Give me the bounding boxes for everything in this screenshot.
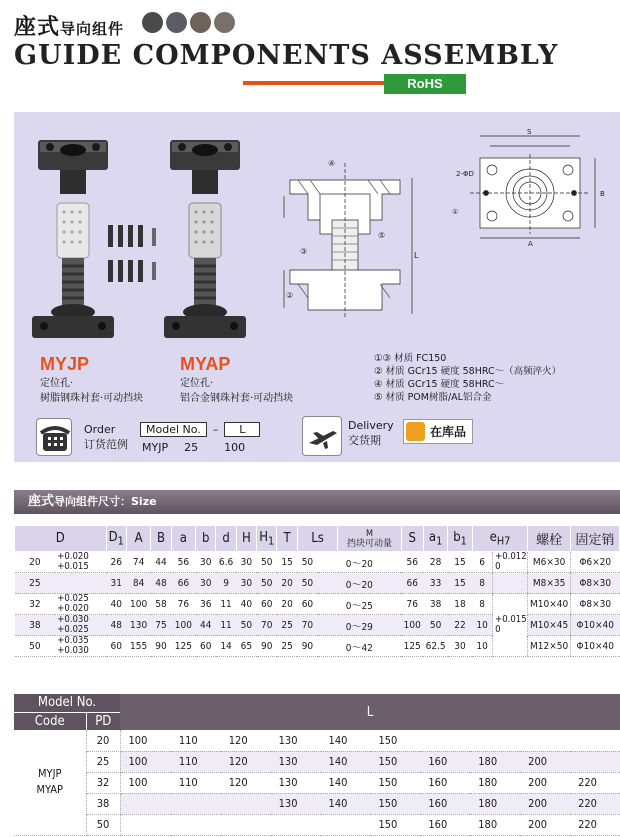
spec-cell: 50	[15, 636, 56, 657]
length-row	[14, 751, 620, 772]
length-cell	[570, 730, 620, 751]
accent-line	[243, 81, 384, 85]
length-cell: 120	[221, 751, 271, 772]
spec-cell: 28	[423, 552, 447, 573]
spec-cell: 44	[151, 552, 171, 573]
order-example-l: 100	[224, 441, 246, 454]
length-cell: 120	[221, 772, 271, 793]
length-cell: 180	[470, 793, 520, 814]
h-code: Code	[14, 712, 86, 730]
length-row	[14, 793, 620, 814]
col-b1: $b_1$	[448, 526, 472, 552]
length-cell: 150	[370, 730, 420, 751]
title-en: GUIDE COMPONENTS ASSEMBLY	[14, 40, 559, 71]
spec-cell: 76	[401, 594, 423, 615]
col-pin: 固定销	[571, 526, 620, 552]
spec-row	[15, 615, 620, 636]
length-cell: 200	[520, 751, 570, 772]
spec-cell: 40	[106, 594, 126, 615]
spec-cell: +0.020 +0.015	[55, 552, 106, 573]
spec-cell: M8×35	[528, 573, 571, 594]
col-bolt: 螺栓	[528, 526, 571, 552]
svg-text:②: ②	[286, 291, 294, 300]
spec-cell: 9	[216, 573, 236, 594]
length-cell: 160	[420, 793, 470, 814]
col-d: d	[216, 526, 236, 552]
spec-cell: 90	[297, 636, 317, 657]
spec-cell: 60	[196, 636, 216, 657]
length-cell	[470, 730, 520, 751]
color-dot	[166, 12, 187, 33]
length-cell: 150	[370, 751, 420, 772]
color-dot	[190, 12, 211, 33]
spec-cell: 70	[297, 615, 317, 636]
spec-cell: +0.035 +0.030	[55, 636, 106, 657]
spec-cell: 33	[423, 573, 447, 594]
spec-cell: 36	[196, 594, 216, 615]
spec-row	[15, 636, 620, 657]
spec-cell: Φ8×30	[571, 594, 620, 615]
spec-cell: 10	[472, 615, 492, 636]
length-cell	[120, 814, 171, 835]
spec-cell: Φ8×30	[571, 573, 620, 594]
length-cell: 200	[520, 772, 570, 793]
spec-cell: 14	[216, 636, 236, 657]
col-D: D	[15, 526, 107, 552]
length-cell: 130	[271, 730, 321, 751]
spec-cell: 25	[277, 615, 297, 636]
length-cell	[420, 730, 470, 751]
length-cell: 150	[370, 814, 420, 835]
col-b: b	[196, 526, 216, 552]
spec-cell: +0.015 0	[493, 594, 528, 657]
material-item: ①③ 材质 FC150	[374, 353, 447, 364]
col-a: a	[171, 526, 195, 552]
svg-text:①: ①	[452, 208, 459, 216]
spec-cell: 56	[401, 552, 423, 573]
spec-cell: 58	[151, 594, 171, 615]
length-cell: 130	[271, 793, 321, 814]
order-example	[140, 422, 260, 454]
order-example-model: MYJP	[142, 441, 169, 454]
spec-cell: M10×45	[528, 615, 571, 636]
spec-cell: 100	[126, 594, 150, 615]
length-cell: 220	[570, 814, 620, 835]
length-row	[14, 814, 620, 835]
airplane-icon	[302, 416, 342, 456]
length-cell: 110	[171, 730, 221, 751]
length-cell	[570, 751, 620, 772]
col-T: T	[277, 526, 297, 552]
spec-cell: 32	[15, 594, 56, 615]
spec-cell	[493, 573, 528, 594]
spec-row	[15, 573, 620, 594]
rohs-badge: RoHS	[384, 74, 466, 94]
spec-cell: 0～29	[318, 615, 401, 636]
spec-cell: 60	[106, 636, 126, 657]
spec-cell: 125	[171, 636, 195, 657]
svg-text:④: ④	[328, 159, 336, 168]
spec-cell: 18	[448, 594, 472, 615]
spec-cell: 50	[257, 552, 277, 573]
length-cell: 110	[171, 751, 221, 772]
length-cell	[271, 814, 321, 835]
col-eH7: $e_{H7}$	[472, 526, 528, 552]
col-B: B	[151, 526, 171, 552]
length-cell: 140	[321, 730, 371, 751]
length-row	[14, 772, 620, 793]
technical-drawing-top	[450, 126, 618, 250]
length-cell: 200	[520, 814, 570, 835]
spec-cell: 8	[472, 594, 492, 615]
spec-cell: 15	[448, 552, 472, 573]
spec-cell: 38	[15, 615, 56, 636]
length-cell: 180	[470, 814, 520, 835]
spec-cell: 90	[151, 636, 171, 657]
col-A: A	[126, 526, 150, 552]
length-table	[14, 694, 620, 836]
spec-cell: +0.030 +0.025	[55, 615, 106, 636]
h-model: Model No.	[14, 694, 120, 712]
dim-L: L	[414, 251, 419, 260]
technical-drawing-side	[270, 158, 420, 328]
product-model-myap: MYAP	[180, 354, 231, 374]
spec-cell: +0.025 +0.020	[55, 594, 106, 615]
spec-cell: 30	[196, 552, 216, 573]
color-dot	[142, 12, 163, 33]
length-cell	[321, 814, 371, 835]
pd-cell: 25	[86, 751, 120, 772]
spec-cell: M12×50	[528, 636, 571, 657]
spec-cell: 48	[151, 573, 171, 594]
svg-text:A: A	[528, 240, 533, 248]
material-item: ② 材质 GCr15 硬度 58HRC～（高频淬火）	[374, 366, 562, 377]
length-cell	[520, 730, 570, 751]
spec-cell: 76	[171, 594, 195, 615]
size-section-bar: 座式导向组件尺寸：Size	[14, 490, 620, 514]
col-Ls: Ls	[297, 526, 338, 552]
spec-cell: 125	[401, 636, 423, 657]
spec-cell: 25	[15, 573, 56, 594]
spec-cell: Φ6×20	[571, 552, 620, 573]
length-cell: 140	[321, 751, 371, 772]
svg-text:2-ΦD: 2-ΦD	[456, 170, 474, 178]
spec-row	[15, 552, 620, 573]
spec-cell: 20	[15, 552, 56, 573]
spec-cell: 20	[277, 573, 297, 594]
spec-cell: 56	[171, 552, 195, 573]
pd-cell: 50	[86, 814, 120, 835]
product-illustrations	[20, 130, 260, 350]
spec-cell: 38	[423, 594, 447, 615]
length-cell	[171, 814, 221, 835]
length-cell	[221, 814, 271, 835]
length-cell: 160	[420, 814, 470, 835]
spec-cell: 100	[401, 615, 423, 636]
spec-cell: 44	[196, 615, 216, 636]
spec-cell: 60	[257, 594, 277, 615]
spec-cell: 31	[106, 573, 126, 594]
spec-cell: 30	[448, 636, 472, 657]
spec-cell: 30	[236, 552, 256, 573]
spec-cell: 155	[126, 636, 150, 657]
order-dash: –	[212, 423, 219, 436]
spec-cell: 0～20	[318, 573, 401, 594]
spec-cell: 100	[171, 615, 195, 636]
spec-cell: 20	[277, 594, 297, 615]
spec-cell: 60	[297, 594, 317, 615]
spec-cell: M6×30	[528, 552, 571, 573]
spec-cell: 30	[196, 573, 216, 594]
length-cell: 140	[321, 772, 371, 793]
title-cn: 座式导向组件	[14, 15, 125, 40]
length-cell: 100	[120, 730, 171, 751]
spec-cell: 15	[277, 552, 297, 573]
length-cell: 160	[420, 772, 470, 793]
spec-cell: Φ10×40	[571, 636, 620, 657]
spec-cell: M10×40	[528, 594, 571, 615]
spec-cell: 62.5	[423, 636, 447, 657]
spec-cell: 11	[216, 594, 236, 615]
length-cell	[171, 793, 221, 814]
length-cell: 140	[321, 793, 371, 814]
spec-cell: 48	[106, 615, 126, 636]
spec-cell: 75	[151, 615, 171, 636]
myjp-assembly-image	[32, 140, 156, 338]
spec-cell: 50	[297, 552, 317, 573]
spec-cell: 50	[236, 615, 256, 636]
spec-cell: 30	[236, 573, 256, 594]
length-cell: 100	[120, 751, 171, 772]
model-codes: MYJP MYAP	[14, 730, 86, 835]
col-M: M 挡块可动量	[338, 526, 401, 552]
length-cell: 150	[370, 772, 420, 793]
spec-cell: 22	[448, 615, 472, 636]
svg-text:S: S	[527, 128, 532, 136]
length-cell: 180	[470, 751, 520, 772]
order-l-label: L	[224, 422, 260, 437]
spec-cell: 130	[126, 615, 150, 636]
materials-list	[374, 352, 561, 404]
spec-cell: 11	[216, 615, 236, 636]
order-model-label: Model No.	[140, 422, 207, 437]
spec-cell: 50	[257, 573, 277, 594]
length-cell: 120	[221, 730, 271, 751]
spec-cell: 6.6	[216, 552, 236, 573]
product-model-myjp: MYJP	[40, 354, 90, 374]
spec-row	[15, 594, 620, 615]
col-H1: $H_1$	[257, 526, 277, 552]
order-label: Order 订货范例	[84, 423, 128, 451]
length-cell: 100	[120, 772, 171, 793]
length-cell: 130	[271, 772, 321, 793]
pd-cell: 20	[86, 730, 120, 751]
spec-cell: 6	[472, 552, 492, 573]
spec-cell: 0～25	[318, 594, 401, 615]
page-header	[0, 0, 620, 100]
length-cell: 150	[370, 793, 420, 814]
length-cell: 160	[420, 751, 470, 772]
order-example-size: 25	[184, 441, 199, 454]
spec-cell: 15	[448, 573, 472, 594]
material-item: ④ 材质 GCr15 硬度 58HRC～	[374, 379, 505, 390]
color-dots	[142, 12, 235, 33]
pd-cell: 38	[86, 793, 120, 814]
col-S: S	[401, 526, 423, 552]
spec-cell: 10	[472, 636, 492, 657]
spec-cell: 40	[236, 594, 256, 615]
spec-cell: +0.012 0	[493, 552, 528, 573]
length-cell	[120, 793, 171, 814]
col-H: H	[236, 526, 256, 552]
material-item: ⑤ 材质 POM树脂/AL铝合金	[374, 392, 492, 403]
color-dot	[214, 12, 235, 33]
size-table	[14, 525, 620, 657]
product-desc-myjp: 定位孔· 树脂钢珠衬套·可动挡块	[40, 378, 144, 404]
svg-text:③: ③	[300, 247, 308, 256]
spec-cell: 50	[423, 615, 447, 636]
length-cell: 220	[570, 793, 620, 814]
stock-icon	[406, 422, 425, 441]
phone-icon	[36, 418, 72, 456]
spec-cell: 0～20	[318, 552, 401, 573]
spec-cell: 70	[257, 615, 277, 636]
length-cell: 110	[171, 772, 221, 793]
h-pd: PD	[86, 712, 120, 730]
spec-cell: 8	[472, 573, 492, 594]
length-cell: 200	[520, 793, 570, 814]
product-desc-myap: 定位孔· 铝合金钢珠衬套·可动挡块	[180, 378, 294, 404]
pd-cell: 32	[86, 772, 120, 793]
spec-cell: 65	[236, 636, 256, 657]
svg-text:B: B	[600, 190, 605, 198]
in-stock-badge: 在库品	[403, 419, 473, 444]
length-cell: 220	[570, 772, 620, 793]
delivery-label: Delivery 交货期	[348, 419, 394, 447]
spec-cell	[55, 573, 106, 594]
length-cell	[221, 793, 271, 814]
spec-cell: 66	[171, 573, 195, 594]
spec-cell: 84	[126, 573, 150, 594]
spec-cell: 50	[297, 573, 317, 594]
svg-text:⑤: ⑤	[378, 231, 386, 240]
length-cell: 130	[271, 751, 321, 772]
spec-cell: 74	[126, 552, 150, 573]
col-D1: $D_1$	[106, 526, 126, 552]
col-a1: $a_1$	[423, 526, 447, 552]
myap-assembly-image	[164, 140, 246, 338]
length-cell: 180	[470, 772, 520, 793]
spec-cell: Φ10×40	[571, 615, 620, 636]
spec-cell: 90	[257, 636, 277, 657]
spec-cell: 25	[277, 636, 297, 657]
length-row	[14, 730, 620, 751]
h-L: L	[120, 694, 620, 730]
spec-cell: 26	[106, 552, 126, 573]
spec-cell: 66	[401, 573, 423, 594]
spec-cell: 0～42	[318, 636, 401, 657]
